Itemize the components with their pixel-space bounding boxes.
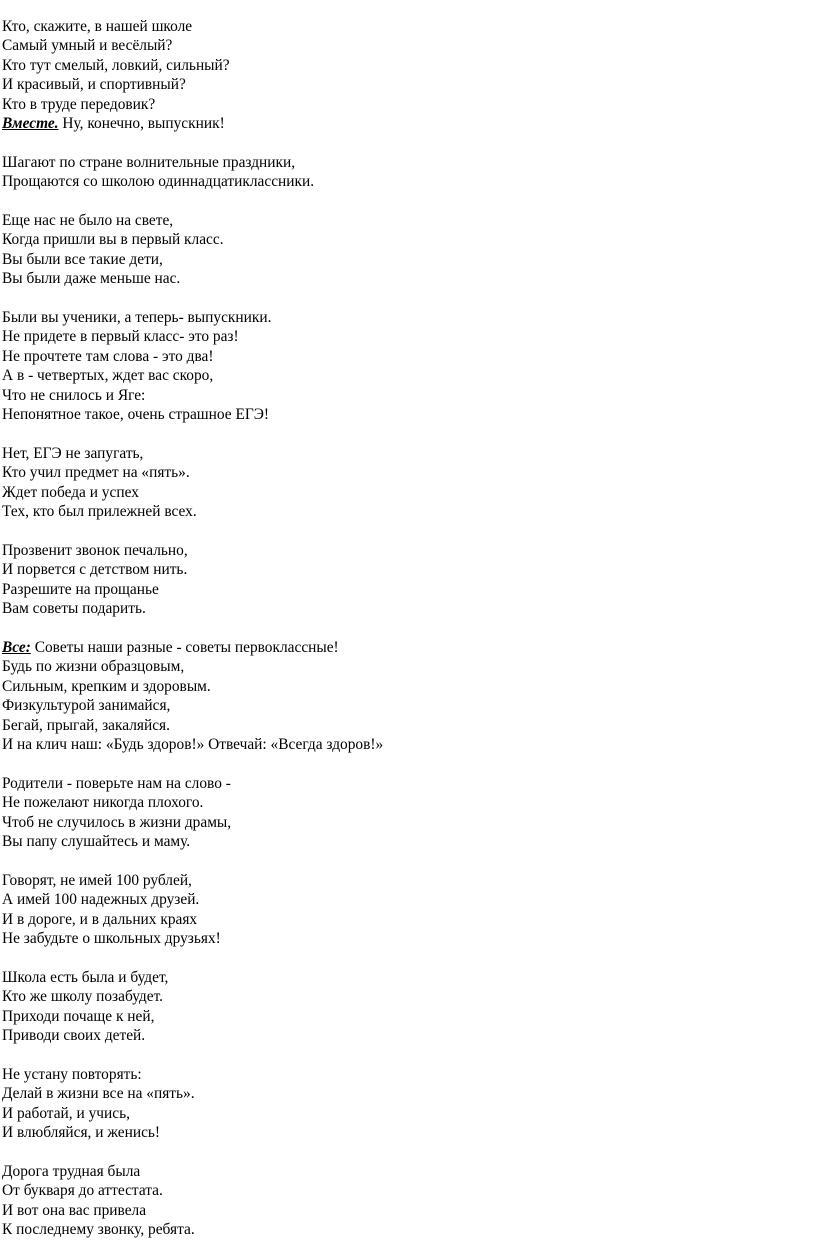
poem-line: Ждет победа и успех [2,483,139,501]
poem-line: Сильным, крепким и здоровым. [2,677,211,695]
stanza-11 [2,1065,816,1143]
poem-line: И красивый, и спортивный? [2,76,186,94]
poem-line: Прозвенит звонок печально, [2,541,188,559]
poem-line: Не устану повторять: [2,1065,142,1083]
poem-line: Будь по жизни образцовым, [2,658,185,676]
poem-line: Что не снилось и Яге: [2,386,146,404]
poem-line: Вы были все такие дети, [2,250,163,268]
poem-line: Нет, ЕГЭ не запугать, [2,444,144,462]
stanza-4 [2,308,816,424]
poem-line: А имей 100 надежных друзей. [2,891,200,909]
poem-line: И влюбляйся, и женись! [2,1124,161,1141]
poem-line: Тех, кто был прилежней всех. [2,503,197,521]
poem-line: Самый умный и весёлый? [2,37,173,55]
poem-line: Чтоб не случилось в жизни драмы, [2,813,232,831]
poem-line: Не забудьте о школьных друзьях! [2,929,221,947]
poem-line: Разрешите на прощанье [2,580,159,598]
stanza-8 [2,774,816,852]
poem-line: Родители - поверьте нам на слово - [2,774,231,792]
poem-line: Школа есть была и будет, [2,968,169,986]
stanza-12 [2,1162,816,1240]
poem-line: И работай, и учись, [2,1104,130,1122]
stanza-9 [2,871,816,949]
poem-line: Вам советы подарить. [2,600,146,618]
poem-line: Вы папу слушайтесь и маму. [2,832,191,850]
stanza-5 [2,444,816,522]
poem-line: Приходи почаще к ней, [2,1007,155,1025]
poem-line: Говорят, не имей 100 рублей, [2,871,192,889]
poem-line: От букваря до аттестата. [2,1182,163,1200]
poem-line-with-speaker [2,114,816,133]
poem-line: Шагают по стране волнительные праздники, [2,153,296,171]
poem-line: И вот она вас привела [2,1201,147,1219]
stanza-7 [2,638,816,754]
stanza-10 [2,968,816,1046]
speaker-label: Все: [2,638,31,656]
poem-line: И в дороге, и в дальних краях [2,910,198,928]
poem-line: Еще нас не было на свете, [2,212,174,230]
poem-line: Непонятное такое, очень страшное ЕГЭ! [2,406,270,424]
stanza-1 [2,17,816,133]
poem-line: Делай в жизни все на «пять». [2,1085,195,1103]
poem-line: Кто учил предмет на «пять». [2,464,190,482]
poem-line: К последнему звонку, ребята. [2,1221,195,1239]
poem-line: Бегай, прыгай, закаляйся. [2,716,170,734]
poem-line: Не пожелают никогда плохого. [2,794,204,812]
poem-line: Не придете в первый класс- это раз! [2,328,239,346]
poem-line-text: Ну, конечно, выпускник! [58,115,225,133]
poem-line-with-speaker [2,638,816,657]
poem-line: Физкультурой занимайся, [2,697,171,715]
poem-line: Прощаются со школою одиннадцатиклассники. [2,173,315,191]
poem-line: Были вы ученики, а теперь- выпускники. [2,309,272,327]
speaker-label: Вместе. [2,115,59,133]
poem-line: И на клич наш: «Будь здоров!» Отвечай: «Всегда здоров!» [2,735,384,753]
poem-line: Кто же школу позабудет. [2,988,164,1006]
poem-line: И порвется с детством нить. [2,561,188,579]
poem-line: Вы были даже меньше нас. [2,270,181,288]
poem-line: Не прочтете там слова - это два! [2,347,214,365]
poem-line: Когда пришли вы в первый класс. [2,231,224,249]
poem-line: Дорога трудная была [2,1162,141,1180]
poem-line: А в - четвертых, ждет вас скоро, [2,367,214,385]
stanza-3 [2,211,816,289]
poem-line: Приводи своих детей. [2,1026,146,1044]
poem-line-text: Советы наши разные - советы первоклассные! [30,638,339,656]
stanza-2 [2,153,816,192]
poem-line: Кто, скажите, в нашей школе [2,18,193,35]
stanza-6 [2,541,816,619]
poem-line: Кто в труде передовик? [2,95,156,113]
poem-line: Кто тут смелый, ловкий, сильный? [2,56,230,74]
